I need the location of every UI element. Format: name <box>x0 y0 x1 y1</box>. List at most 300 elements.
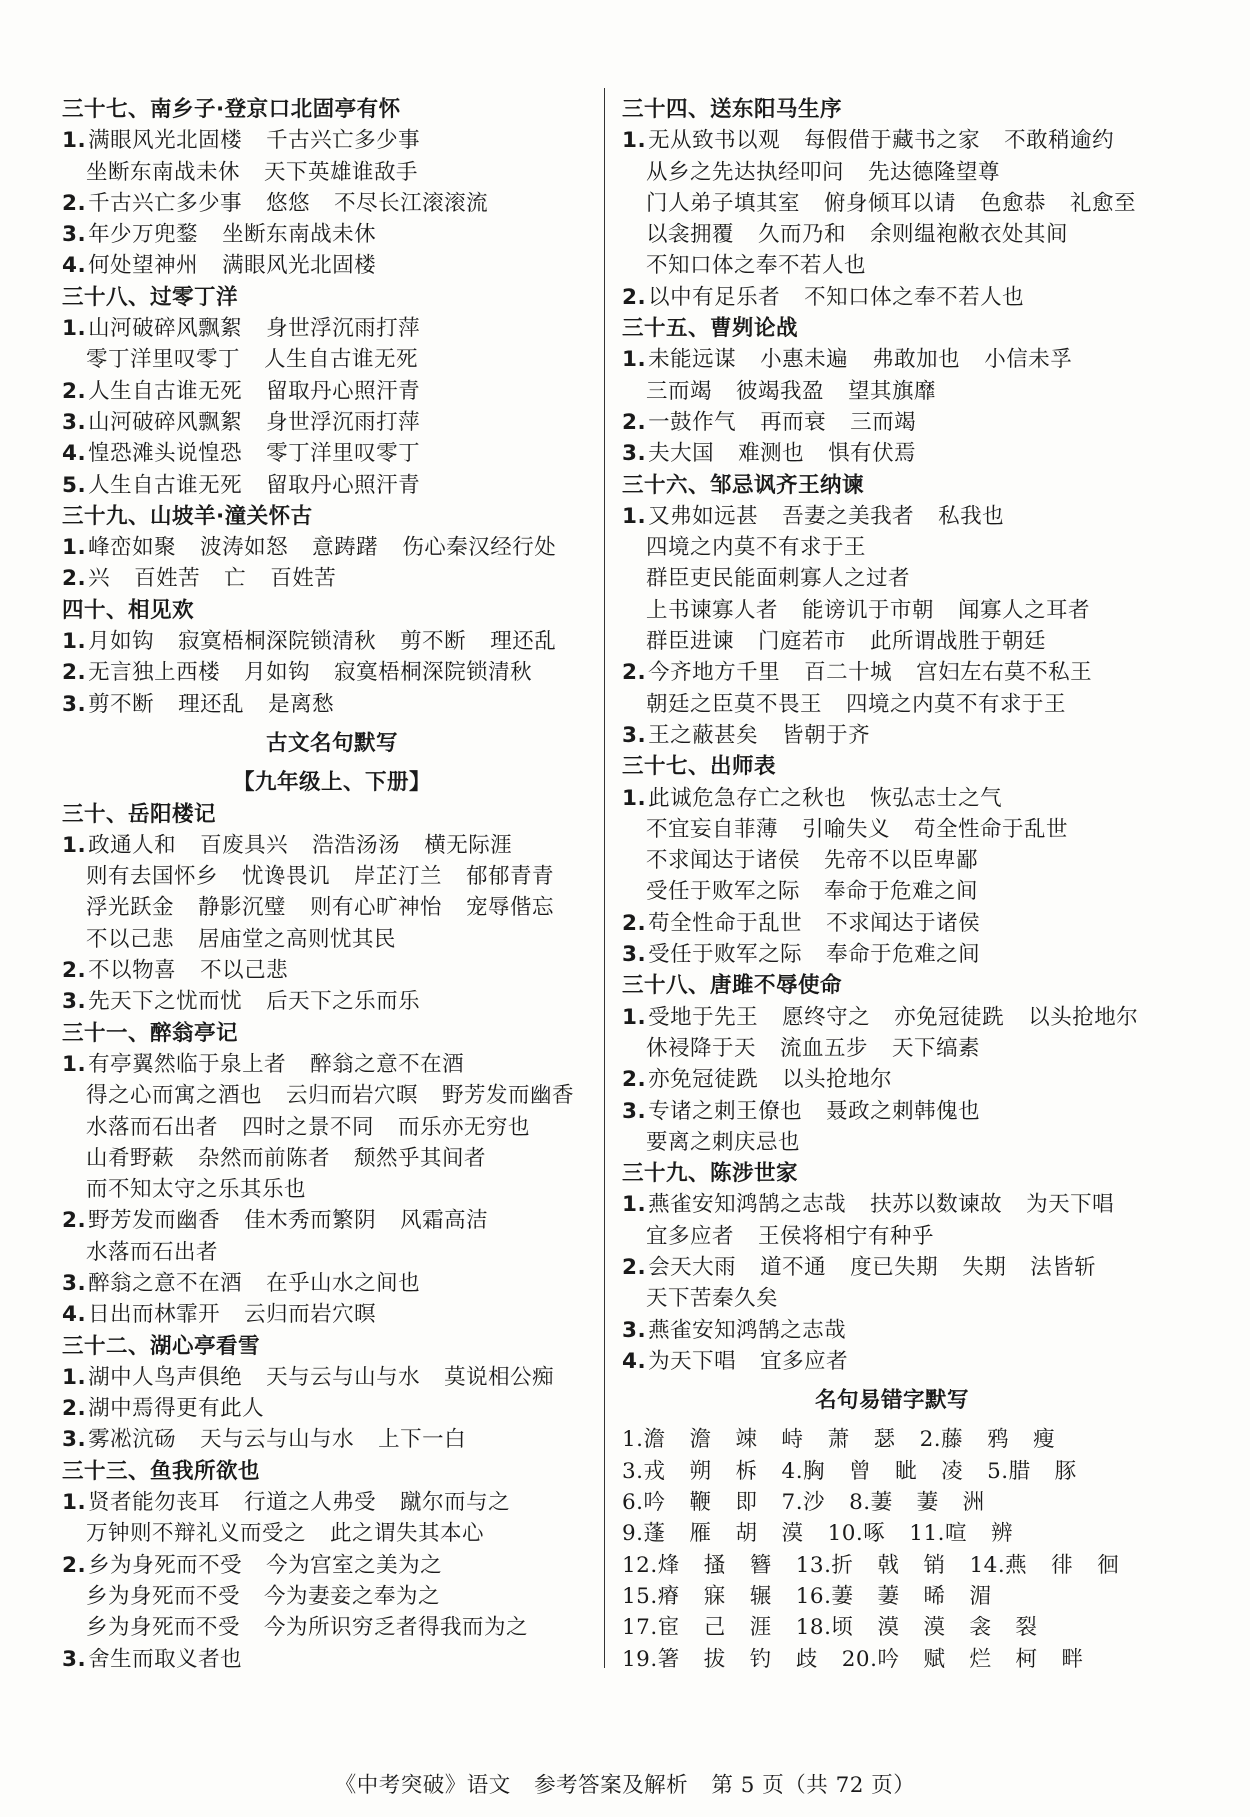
answer-line <box>62 532 602 563</box>
answer-phrase: 会天大雨 <box>648 1254 737 1280</box>
answer-phrase: 云归而岩穴暝 <box>286 1083 419 1109</box>
answer-line <box>62 125 602 156</box>
section-heading: 四十、相见欢 <box>62 597 195 623</box>
answer-phrase: 是离愁 <box>268 691 335 717</box>
item-number: 2. <box>62 1396 87 1422</box>
answer-line <box>62 1268 602 1299</box>
answer-phrase: 山肴野蔌 <box>86 1145 175 1171</box>
answer-line <box>62 1424 602 1455</box>
answer-phrase: 惶恐滩头说惶恐 <box>88 441 243 467</box>
item-number: 4. <box>62 253 87 279</box>
answer-phrase: 杂然而前陈者 <box>198 1145 331 1171</box>
item-number: 1. <box>62 1051 87 1077</box>
answer-phrase: 歧 <box>795 1646 818 1672</box>
answer-phrase: 年少万兜鍪 <box>88 222 199 248</box>
item-number: 2. <box>622 910 647 936</box>
answer-line <box>622 1252 1162 1283</box>
answer-line <box>62 626 602 657</box>
answer-phrase: 戟 <box>877 1552 900 1578</box>
answer-line <box>62 313 602 344</box>
answer-phrase: 上书谏寡人者 <box>646 597 779 623</box>
answer-phrase: 留取丹心照汗青 <box>266 378 421 404</box>
answer-phrase: 宫妇左右莫不私王 <box>916 660 1093 686</box>
answer-phrase: 不以物喜 <box>88 958 177 984</box>
section-heading: 三十九、陈涉世家 <box>622 1161 799 1187</box>
item-number: 2. <box>622 1067 647 1093</box>
answer-phrase: 风霜高洁 <box>400 1208 489 1234</box>
answer-phrase: 燕雀安知鸿鹄之志哉 <box>648 1317 847 1343</box>
section-heading: 三十七、南乡子·登京口北固亭有怀 <box>62 97 401 122</box>
answer-phrase: 即 <box>735 1490 758 1516</box>
answer-continuation-line <box>62 1237 602 1268</box>
answer-phrase: 15.瘠 <box>622 1583 680 1609</box>
answer-phrase: 野芳发而幽香 <box>88 1208 221 1234</box>
answer-phrase: 天与云与山与水 <box>200 1427 355 1453</box>
answer-phrase: 浮光跃金 <box>86 895 175 921</box>
answer-phrase: 要离之刺庆忌也 <box>646 1129 801 1155</box>
answer-phrase: 郁郁青青 <box>466 864 555 890</box>
answer-line <box>62 1205 602 1236</box>
answer-phrase: 1.澹 <box>622 1427 666 1453</box>
answer-line <box>62 1550 602 1581</box>
answer-phrase: 又弗如远甚 <box>648 503 759 529</box>
answer-phrase: 不知口体之奉不若人也 <box>646 253 867 279</box>
answer-phrase: 得之心而寓之酒也 <box>86 1083 263 1109</box>
answer-phrase: 俯身倾耳以请 <box>824 190 957 216</box>
answer-line <box>62 1362 602 1393</box>
answer-phrase: 兴 <box>88 566 111 592</box>
answer-phrase: 以头抢地尔 <box>1028 1004 1139 1030</box>
answer-phrase: 宜多应者 <box>646 1223 735 1249</box>
answer-phrase: 朝廷之臣莫不畏王 <box>646 691 823 717</box>
answer-phrase: 政通人和 <box>88 832 177 858</box>
answer-phrase: 8.萋 <box>849 1490 893 1516</box>
answer-phrase: 野芳发而幽香 <box>442 1083 575 1109</box>
answer-continuation-line <box>62 1612 602 1643</box>
answer-phrase: 伤心秦汉经行处 <box>402 535 557 561</box>
answer-phrase: 惧有伏焉 <box>828 441 917 467</box>
answer-phrase: 人生自古谁无死 <box>88 472 243 498</box>
item-number: 2. <box>622 409 647 435</box>
answer-line <box>62 438 602 469</box>
answer-phrase: 辨 <box>990 1521 1013 1547</box>
answer-line <box>622 1189 1162 1220</box>
item-number: 1. <box>622 1004 647 1030</box>
answer-phrase: 赋 <box>923 1646 946 1672</box>
answer-phrase: 零丁洋里叹零丁 <box>266 441 421 467</box>
answer-phrase: 寐 <box>703 1583 726 1609</box>
answer-phrase: 四时之景不同 <box>242 1114 375 1140</box>
answer-phrase: 今为妻妾之奉为之 <box>264 1583 441 1609</box>
answer-phrase: 鞭 <box>689 1490 712 1516</box>
answer-phrase: 蹴尔而与之 <box>400 1490 511 1516</box>
answer-phrase: 私我也 <box>938 503 1005 529</box>
answer-line <box>62 376 602 407</box>
answer-line <box>622 1456 1162 1487</box>
answer-phrase: 小信未孚 <box>984 347 1073 373</box>
answer-phrase: 每假借于藏书之家 <box>804 128 981 154</box>
answer-phrase: 山河破碎风飘絮 <box>88 409 243 435</box>
item-number: 3. <box>622 1317 647 1343</box>
answer-phrase: 乡为身死而不受 <box>86 1615 241 1641</box>
item-number: 1. <box>622 1192 647 1218</box>
answer-phrase: 坐断东南战未休 <box>222 222 377 248</box>
answer-phrase: 亡 <box>224 566 247 592</box>
answer-continuation-line <box>62 1174 602 1205</box>
answer-phrase: 三而竭 <box>850 409 917 435</box>
answer-phrase: 鸦 <box>987 1427 1010 1453</box>
answer-phrase: 浩浩汤汤 <box>312 832 401 858</box>
item-number: 1. <box>62 535 87 561</box>
answer-line <box>622 720 1162 751</box>
spacer <box>622 1377 1162 1385</box>
answer-phrase: 峙 <box>781 1427 804 1453</box>
answer-phrase: 群臣进谏 <box>646 629 735 655</box>
answer-phrase: 7.沙 <box>781 1490 826 1516</box>
answer-phrase: 望其旗靡 <box>848 378 937 404</box>
answer-phrase: 衾 <box>969 1615 992 1641</box>
answer-phrase: 再而衰 <box>760 409 827 435</box>
answer-phrase: 百二十城 <box>804 660 893 686</box>
answer-phrase: 辗 <box>749 1583 772 1609</box>
answer-continuation-line <box>622 157 1162 188</box>
answer-continuation-line <box>62 1080 602 1111</box>
section-heading: 三十五、曹刿论战 <box>622 316 799 342</box>
answer-phrase: 千古兴亡多少事 <box>266 128 421 154</box>
footer-book-title: 《中考突破》语文 <box>334 1773 511 1798</box>
answer-phrase: 燕雀安知鸿鹄之志哉 <box>648 1192 847 1218</box>
answer-phrase: 不尽长江滚滚流 <box>334 190 489 216</box>
answer-line <box>622 1064 1162 1095</box>
answer-phrase: 静影沉璧 <box>198 895 287 921</box>
answer-line <box>622 1612 1162 1643</box>
answer-continuation-line <box>62 892 602 923</box>
answer-phrase: 雾凇沆砀 <box>88 1427 177 1453</box>
answer-phrase: 彼竭我盈 <box>736 378 825 404</box>
answer-phrase: 舍生而取义者也 <box>88 1646 243 1672</box>
answer-phrase: 不求闻达于诸侯 <box>826 910 981 936</box>
answer-line <box>62 219 602 250</box>
answer-phrase: 以中有足乐者 <box>648 284 781 310</box>
answer-phrase: 礼愈至 <box>1070 190 1137 216</box>
item-number: 2. <box>62 958 87 984</box>
answer-line <box>622 1096 1162 1127</box>
answer-phrase: 畔 <box>1061 1646 1084 1672</box>
answer-phrase: 豚 <box>1054 1458 1077 1484</box>
answer-phrase: 门人弟子填其室 <box>646 190 801 216</box>
item-number: 1. <box>62 128 87 154</box>
answer-phrase: 峰峦如聚 <box>88 535 177 561</box>
answer-continuation-line <box>622 814 1162 845</box>
answer-phrase: 聂政之刺韩傀也 <box>826 1098 981 1124</box>
answer-phrase: 水落而石出者 <box>86 1114 219 1140</box>
answer-phrase: 百姓苦 <box>134 566 201 592</box>
answer-phrase: 此所谓战胜于朝廷 <box>870 629 1047 655</box>
answer-phrase: 王之蔽甚矣 <box>648 722 759 748</box>
answer-phrase: 专诸之刺王僚也 <box>648 1098 803 1124</box>
answer-phrase: 满眼风光北固楼 <box>222 253 377 279</box>
answer-line <box>62 250 602 281</box>
answer-phrase: 余则缊袍敝衣处其间 <box>870 222 1069 248</box>
answer-phrase: 度已失期 <box>850 1254 939 1280</box>
answer-phrase: 何处望神州 <box>88 253 199 279</box>
answer-phrase: 不敢稍逾约 <box>1004 128 1115 154</box>
answer-continuation-line <box>62 1112 602 1143</box>
answer-phrase: 久而乃和 <box>758 222 847 248</box>
answer-phrase: 湖中焉得更有此人 <box>88 1396 265 1422</box>
answer-phrase: 引喻失义 <box>802 816 891 842</box>
answer-phrase: 雁 <box>689 1521 712 1547</box>
answer-line <box>62 470 602 501</box>
item-number: 3. <box>62 409 87 435</box>
answer-phrase: 瑟 <box>873 1427 896 1453</box>
answer-line <box>62 188 602 219</box>
answer-phrase: 11.喧 <box>909 1521 967 1547</box>
answer-phrase: 20.吟 <box>841 1646 900 1672</box>
answer-phrase: 醉翁之意不在酒 <box>88 1270 243 1296</box>
answer-line <box>622 908 1162 939</box>
answer-phrase: 5.腊 <box>987 1458 1031 1484</box>
answer-continuation-line <box>62 1143 602 1174</box>
answer-continuation-line <box>622 250 1162 281</box>
answer-phrase: 徊 <box>1097 1552 1120 1578</box>
answer-phrase: 眦 <box>895 1458 918 1484</box>
section-heading: 三十八、过零丁洋 <box>62 284 239 310</box>
answer-phrase: 此诚危急存亡之秋也 <box>648 785 847 811</box>
item-number: 3. <box>622 722 647 748</box>
answer-phrase: 12.烽 <box>622 1552 680 1578</box>
item-number: 4. <box>622 1348 647 1374</box>
item-number: 1. <box>62 1364 87 1390</box>
answer-phrase: 今齐地方千里 <box>648 660 781 686</box>
section-heading: 三十一、醉翁亭记 <box>62 1020 239 1046</box>
section-heading: 三十七、出师表 <box>622 754 777 780</box>
answer-phrase: 烂 <box>969 1646 992 1672</box>
item-number: 1. <box>62 629 87 655</box>
answer-phrase: 为天下唱 <box>1026 1192 1115 1218</box>
answer-phrase: 醉翁之意不在酒 <box>310 1051 465 1077</box>
answer-phrase: 理还乱 <box>178 691 245 717</box>
answer-phrase: 扶苏以数谏故 <box>870 1192 1003 1218</box>
answer-phrase: 苟全性命于乱世 <box>648 910 803 936</box>
answer-phrase: 意踌躇 <box>312 535 379 561</box>
answer-phrase: 今为所识穷乏者得我而为之 <box>264 1615 529 1641</box>
item-number: 1. <box>622 347 647 373</box>
answer-phrase: 不以己悲 <box>86 926 175 952</box>
answer-phrase: 湖中人鸟声俱绝 <box>88 1364 243 1390</box>
answer-phrase: 6.吟 <box>622 1490 666 1516</box>
answer-line <box>622 1487 1162 1518</box>
item-number: 2. <box>62 566 87 592</box>
answer-phrase: 法皆斩 <box>1030 1254 1097 1280</box>
item-number: 3. <box>622 942 647 968</box>
item-number: 3. <box>62 1270 87 1296</box>
answer-line <box>62 689 602 720</box>
answer-phrase: 为天下唱 <box>648 1348 737 1374</box>
page-footer <box>0 1768 1250 1799</box>
answer-phrase: 朔 <box>689 1458 712 1484</box>
answer-line <box>622 125 1162 156</box>
answer-phrase: 天下苦秦久矣 <box>646 1286 779 1312</box>
answer-phrase: 万钟则不辩礼义而受之 <box>86 1521 307 1547</box>
answer-phrase: 一鼓作气 <box>648 409 737 435</box>
answer-phrase: 而乐亦无穷也 <box>398 1114 531 1140</box>
answer-phrase: 贤者能勿丧耳 <box>88 1490 221 1516</box>
answer-phrase: 宜多应者 <box>760 1348 849 1374</box>
answer-phrase: 在乎山水之间也 <box>266 1270 421 1296</box>
spacer <box>62 759 602 767</box>
item-number: 4. <box>62 441 87 467</box>
answer-line <box>622 501 1162 532</box>
answer-phrase: 亦免冠徒跣 <box>894 1004 1005 1030</box>
answer-continuation-line <box>622 689 1162 720</box>
answer-phrase: 受地于先王 <box>648 1004 759 1030</box>
answer-line <box>62 407 602 438</box>
answer-phrase: 乡为身死而不受 <box>86 1583 241 1609</box>
answer-phrase: 亦免冠徒跣 <box>648 1067 759 1093</box>
answer-phrase: 悠悠 <box>266 190 311 216</box>
answer-phrase: 洲 <box>962 1490 985 1516</box>
answer-phrase: 未能远谋 <box>648 347 737 373</box>
answer-phrase: 道不通 <box>760 1254 827 1280</box>
answer-line <box>622 1002 1162 1033</box>
answer-phrase: 则有去国怀乡 <box>86 864 219 890</box>
answer-phrase: 横无际涯 <box>424 832 513 858</box>
answer-phrase: 失期 <box>962 1254 1007 1280</box>
answer-line <box>622 1518 1162 1549</box>
answer-phrase: 坐断东南战未休 <box>86 159 241 185</box>
answer-phrase: 漠 <box>877 1615 900 1641</box>
section-heading: 三十九、山坡羊·潼关怀古 <box>62 503 313 529</box>
answer-continuation-line <box>62 157 602 188</box>
answer-phrase: 而不知太守之乐其乐也 <box>86 1177 307 1203</box>
answer-phrase: 徘 <box>1051 1552 1074 1578</box>
answer-phrase: 吾妻之美我者 <box>782 503 915 529</box>
answer-phrase: 16.萋 <box>795 1583 854 1609</box>
answer-phrase: 曾 <box>849 1458 872 1484</box>
answer-line <box>62 563 602 594</box>
answer-line <box>622 1550 1162 1581</box>
answer-phrase: 天与云与山与水 <box>266 1364 421 1390</box>
answer-phrase: 钓 <box>749 1646 772 1672</box>
answer-continuation-line <box>622 845 1162 876</box>
answer-phrase: 寂寞梧桐深院锁清秋 <box>334 660 533 686</box>
answer-phrase: 王侯将相宁有种乎 <box>758 1223 935 1249</box>
item-number: 1. <box>622 785 647 811</box>
answer-line <box>62 1049 602 1080</box>
answer-phrase: 剪不断 <box>400 629 467 655</box>
answer-line <box>622 1581 1162 1612</box>
answer-phrase: 小惠未遍 <box>760 347 849 373</box>
item-number: 5. <box>62 472 87 498</box>
answer-line <box>622 344 1162 375</box>
answer-phrase: 裂 <box>1015 1615 1038 1641</box>
column-divider <box>604 88 605 1668</box>
answer-line <box>622 783 1162 814</box>
answer-phrase: 流血五步 <box>780 1035 869 1061</box>
answer-phrase: 14.燕 <box>969 1552 1028 1578</box>
answer-phrase: 山河破碎风飘絮 <box>88 316 243 342</box>
answer-phrase: 13.折 <box>795 1552 854 1578</box>
answer-phrase: 不以己悲 <box>200 958 289 984</box>
left-column <box>62 94 602 1675</box>
answer-phrase: 不知口体之奉不若人也 <box>804 284 1025 310</box>
item-number: 4. <box>62 1302 87 1328</box>
answer-continuation-line <box>62 861 602 892</box>
answer-phrase: 有亭翼然临于泉上者 <box>88 1051 287 1077</box>
item-number: 3. <box>622 1098 647 1124</box>
answer-phrase: 颓然乎其间者 <box>354 1145 487 1171</box>
answer-phrase: 今为宫室之美为之 <box>266 1552 443 1578</box>
answer-phrase: 四境之内莫不有求于王 <box>646 535 867 561</box>
answer-line <box>62 1393 602 1424</box>
answer-continuation-line <box>622 563 1162 594</box>
answer-continuation-line <box>622 1033 1162 1064</box>
answer-phrase: 上下一白 <box>378 1427 467 1453</box>
answer-phrase: 色愈恭 <box>980 190 1047 216</box>
answer-phrase: 2.藤 <box>919 1427 964 1453</box>
answer-phrase: 漠 <box>923 1615 946 1641</box>
answer-phrase: 销 <box>923 1552 946 1578</box>
answer-continuation-line <box>622 532 1162 563</box>
answer-phrase: 以头抢地尔 <box>782 1067 893 1093</box>
answer-phrase: 月如钩 <box>244 660 311 686</box>
answer-phrase: 寂寞梧桐深院锁清秋 <box>178 629 377 655</box>
block-heading: 名句易错字默写 <box>814 1388 969 1414</box>
answer-line <box>62 986 602 1017</box>
answer-phrase: 恢弘志士之气 <box>870 785 1003 811</box>
answer-continuation-line <box>62 344 602 375</box>
answer-phrase: 萧 <box>827 1427 850 1453</box>
answer-phrase: 晞 <box>923 1583 946 1609</box>
section-heading: 三十四、送东阳马生序 <box>622 97 843 122</box>
answer-phrase: 能谤讥于市朝 <box>802 597 935 623</box>
answer-line <box>622 1346 1162 1377</box>
answer-phrase: 身世浮沉雨打萍 <box>266 409 421 435</box>
answer-phrase: 天下英雄谁敌手 <box>264 159 419 185</box>
item-number: 3. <box>62 989 87 1015</box>
answer-phrase: 先天下之忧而忧 <box>88 989 243 1015</box>
answer-phrase: 行道之人弗受 <box>244 1490 377 1516</box>
answer-line <box>62 1299 602 1330</box>
answer-line <box>622 1315 1162 1346</box>
answer-phrase: 澹 <box>689 1427 712 1453</box>
answer-phrase: 拔 <box>703 1646 726 1672</box>
answer-phrase: 受任于败军之际 <box>646 879 801 905</box>
answer-phrase: 日出而林霏开 <box>88 1302 221 1328</box>
spacer <box>622 1416 1162 1424</box>
answer-line <box>62 1487 602 1518</box>
answer-line <box>62 830 602 861</box>
answer-phrase: 搔 <box>703 1552 726 1578</box>
answer-phrase: 竦 <box>735 1427 758 1453</box>
answer-phrase: 先帝不以臣卑鄙 <box>824 848 979 874</box>
answer-phrase: 瘦 <box>1033 1427 1056 1453</box>
answer-phrase: 己 <box>703 1615 726 1641</box>
answer-line <box>62 1644 602 1675</box>
item-number: 3. <box>62 222 87 248</box>
answer-phrase: 休祲降于天 <box>646 1035 757 1061</box>
answer-phrase: 乡为身死而不受 <box>88 1552 243 1578</box>
answer-phrase: 满眼风光北固楼 <box>88 128 243 154</box>
answer-phrase: 漠 <box>781 1521 804 1547</box>
answer-phrase: 百废具兴 <box>200 832 289 858</box>
answer-phrase: 三而竭 <box>646 378 713 404</box>
section-heading: 三十八、唐雎不辱使命 <box>622 973 843 999</box>
answer-phrase: 愿终守之 <box>782 1004 871 1030</box>
item-number: 2. <box>62 1552 87 1578</box>
answer-phrase: 群臣吏民能面刺寡人之过者 <box>646 566 911 592</box>
